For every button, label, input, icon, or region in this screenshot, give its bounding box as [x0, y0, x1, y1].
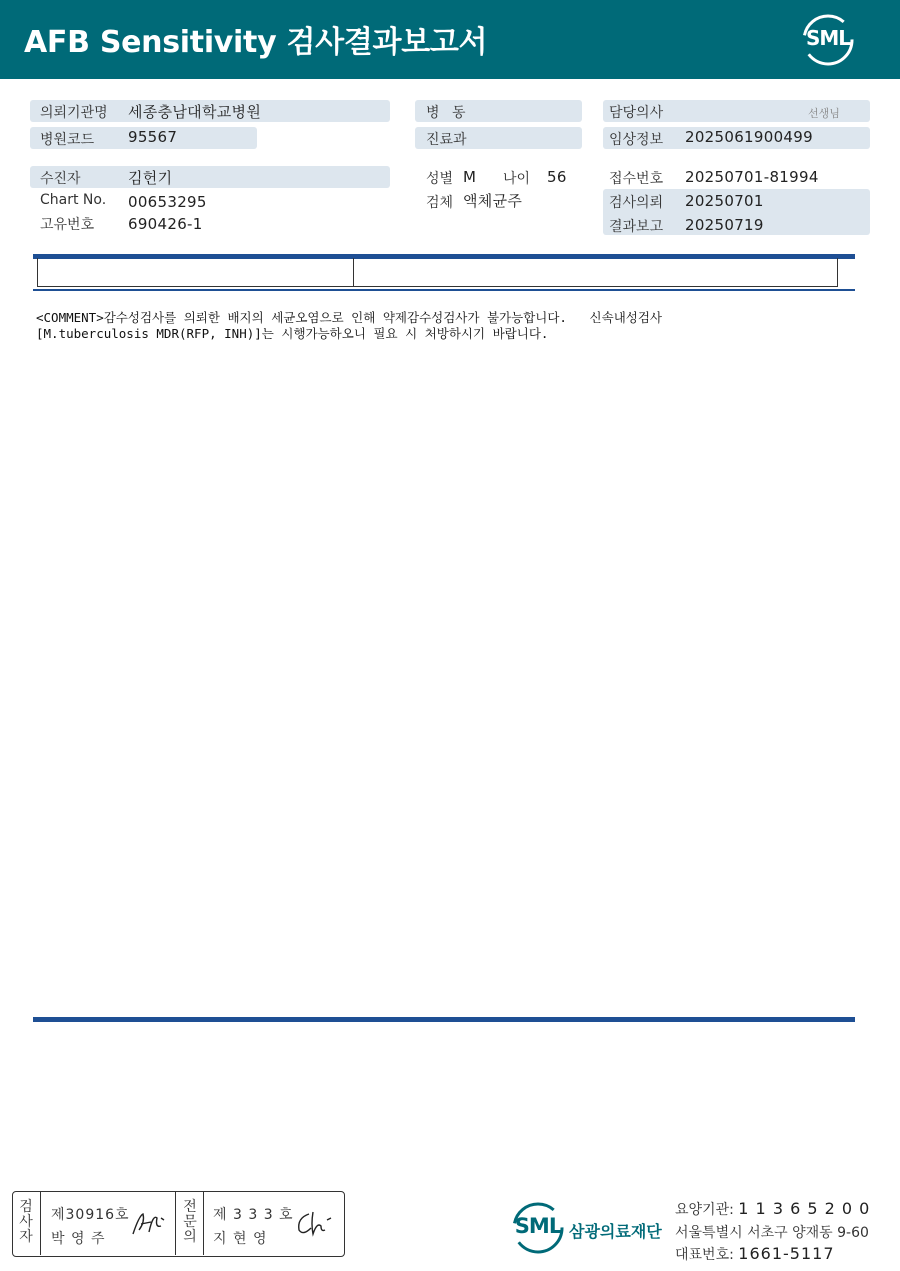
patient-label: 수진자	[40, 171, 81, 187]
examiner-name: 박 영 주	[51, 1231, 106, 1247]
chart-label: Chart No.	[40, 192, 107, 208]
patient-bar	[30, 166, 390, 188]
signature-box	[12, 1191, 345, 1257]
result-comment	[36, 310, 836, 342]
receipt-value: 20250701-81994	[685, 168, 819, 186]
foundation-name: 삼광의료재단	[569, 1222, 662, 1241]
table-bottom-divider	[33, 289, 855, 291]
specimen-label: 검체	[426, 195, 454, 211]
specialist-signature-icon	[295, 1208, 335, 1243]
doctor-label: 담당의사	[609, 105, 664, 121]
patient-value: 김헌기	[128, 169, 173, 187]
footer-sml-logo-icon	[510, 1200, 566, 1256]
unique-label: 고유번호	[40, 217, 95, 233]
doctor-suffix: 선생님	[808, 107, 840, 120]
institution-value: 세종충남대학교병원	[128, 103, 262, 121]
institution-label: 의뢰기관명	[40, 105, 108, 121]
specimen-value: 액체균주	[463, 192, 523, 210]
table-column-divider	[353, 258, 354, 287]
sex-label: 성별	[426, 171, 454, 187]
ward-label: 병 동	[426, 105, 470, 121]
code-value: 1 1 3 6 5 2 0 0	[738, 1199, 871, 1218]
footer-logo-text: SML	[514, 1214, 562, 1238]
examiner-signature-icon	[131, 1210, 167, 1243]
phone-label: 대표번호:	[675, 1247, 734, 1263]
logo-text: SML	[805, 26, 851, 50]
hospital-code-value: 95567	[128, 128, 178, 146]
age-label: 나이	[503, 171, 531, 187]
request-label: 검사의뢰	[609, 195, 664, 211]
age-value: 56	[547, 168, 567, 186]
report-header	[0, 0, 900, 79]
institution-code	[675, 1199, 870, 1219]
address: 서울특별시 서초구 양재동 9-60	[675, 1225, 869, 1241]
request-value: 20250701	[685, 192, 764, 210]
result-table	[37, 258, 838, 287]
specialist-number: 제 3 3 3 호	[213, 1207, 294, 1223]
receipt-label: 접수번호	[609, 171, 664, 187]
report-value: 20250719	[685, 216, 764, 234]
examiner-number: 제30916호	[51, 1207, 130, 1223]
phone	[675, 1244, 835, 1264]
specialist-label: 전 문 의	[183, 1199, 197, 1245]
clinical-value: 2025061900499	[685, 128, 813, 146]
sml-logo-icon	[800, 12, 856, 68]
hospital-code-label: 병원코드	[40, 132, 95, 148]
bottom-divider	[33, 1017, 855, 1022]
chart-value: 00653295	[128, 193, 207, 211]
sex-value: M	[463, 168, 477, 186]
clinical-label: 임상정보	[609, 132, 664, 148]
phone-value: 1661-5117	[738, 1244, 835, 1263]
report-title: AFB Sensitivity 검사결과보고서	[24, 25, 488, 60]
comment-line-1: <COMMENT>감수성검사를 의뢰한 배지의 세균오염으로 인해 약제감수성검사가 불가능합니다. 신속내성검사	[36, 310, 662, 325]
code-label: 요양기관:	[675, 1202, 734, 1218]
comment-line-2: [M.tuberculosis MDR(RFP, INH)]는 시행가능하오니 필요 시 처방하시기 바랍니다.	[36, 326, 549, 341]
report-label: 결과보고	[609, 219, 664, 235]
examiner-label: 검 사 자	[19, 1199, 33, 1245]
specialist-name: 지 현 영	[213, 1231, 268, 1247]
unique-value: 690426-1	[128, 215, 203, 233]
dept-label: 진료과	[426, 132, 467, 148]
